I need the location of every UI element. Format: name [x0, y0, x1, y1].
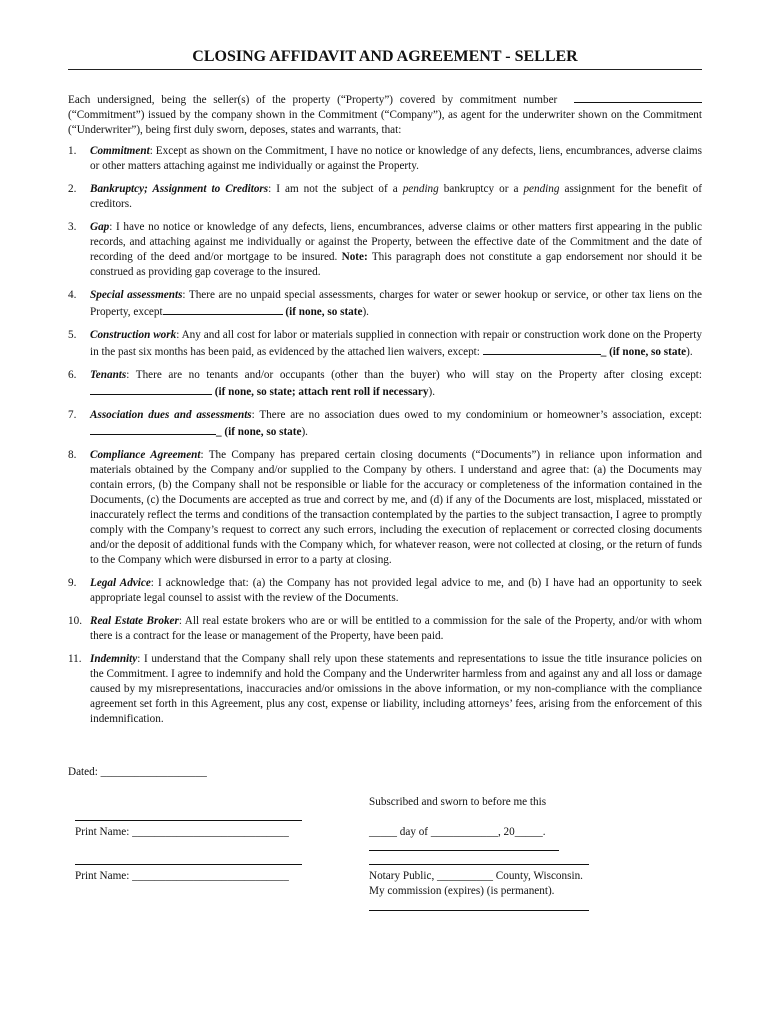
intro-text-2: (“Commitment”) issued by the company shown in the Commitment (“Company”), as agent for the underwriter shown on the Commitment (“Underwriter”), being first duly sworn, deposes, states and warrants, that: — [68, 109, 702, 136]
clause-end: ). — [686, 346, 693, 358]
commission-expiry-line[interactable] — [369, 910, 589, 911]
clause-text: : Any and all cost for labor or materials supplied in connection with repair or construction work done on the Property in the past six months has been paid, as evidenced by the attached lien waivers, except: — [90, 329, 702, 358]
dated-field[interactable]: Dated: ___________________ — [68, 766, 207, 778]
clause-text: : There are no tenants and/or occupants (other than the buyer) who will stay on the Property after closing except: — [126, 369, 702, 381]
clause-text: : There are no association dues owed to my condominium or homeowner’s association, except: — [251, 409, 702, 421]
clause-text: This paragraph does not constitute a gap endorsement nor should it be construed as providing gap coverage to the insured. — [90, 251, 702, 278]
clause-text: : All real estate brokers who are or will be entitled to a commission for the sale of the Property, and/or with whom there is a contract for the lease or management of the Property, have been paid. — [90, 615, 702, 642]
clause-number: 10. — [68, 615, 82, 627]
clause-1 — [68, 144, 702, 174]
clause-end: ). — [301, 426, 308, 438]
clause-heading: Tenants — [90, 369, 127, 381]
clause-heading: Association dues and assessments — [90, 409, 252, 421]
clause-7 — [68, 408, 702, 440]
clause-number: 2. — [68, 183, 77, 195]
numbered-clauses — [68, 144, 702, 735]
clause-number: 7. — [68, 409, 77, 421]
notary-public-county[interactable]: Notary Public, __________ County, Wisconsin. — [369, 870, 583, 882]
clause-heading: Real Estate Broker — [90, 615, 179, 627]
clause-number: 8. — [68, 449, 77, 461]
clause-instruction: _ (if none, so state — [216, 426, 302, 438]
clause-text: assignment for the benefit of creditors. — [90, 183, 702, 210]
notary-commission: My commission (expires) (is permanent). — [369, 885, 555, 897]
clause-emphasis: pending — [523, 183, 560, 195]
clause-number: 1. — [68, 145, 77, 157]
note-label: Note: — [341, 251, 368, 263]
subscribed-statement: Subscribed and sworn to before me this — [369, 796, 547, 808]
clause-number: 6. — [68, 369, 77, 381]
clause-2 — [68, 182, 702, 212]
print-name-field-1[interactable]: Print Name: ____________________________ — [75, 826, 289, 838]
notary-signature-line[interactable] — [369, 850, 559, 851]
clause-10 — [68, 614, 702, 644]
clause-end: ). — [362, 306, 369, 318]
construction-work-blank[interactable] — [483, 343, 601, 355]
clause-emphasis: pending — [402, 183, 439, 195]
clause-heading: Bankruptcy; Assignment to Creditors — [90, 183, 269, 195]
clause-4 — [68, 288, 702, 320]
clause-text: : I have no notice or knowledge of any defects, liens, encumbrances, adverse claims or other matters first appearing in the public records, and attaching against me individually or against the Property, between the effective date of the Commitment and the date of recording of the deed and/or mortgage to be insured. — [90, 221, 702, 263]
clause-number: 9. — [68, 577, 77, 589]
intro-text-1: Each undersigned, being the seller(s) of the property (“Property”) covered by commitment number — [68, 94, 558, 106]
clause-5 — [68, 328, 702, 360]
clause-text: : I am not the subject of a — [268, 183, 403, 195]
clause-end: ). — [428, 386, 435, 398]
seller-signature-line-1[interactable] — [75, 820, 302, 821]
clause-3 — [68, 220, 702, 280]
commitment-number-blank[interactable] — [574, 91, 702, 103]
clause-text: : The Company has prepared certain closing documents (“Documents”) in reliance upon information and materials obtained by the Company and/or supplied to the Company by others. I understand and agree that: (a) the Documents may contain errors, (b) the Company shall not be responsible or liable for the accuracy or completeness of the information contained in the Documents, (c) the Documents are accepted as true and correct by me, and (d) if any of the Documents are lost, misplaced, misstated or inaccurately reflect the terms and conditions of the transaction contemplated by the parties to the subject transaction, I agree to promptly comply with the Company’s request to correct any such errors, including the execution of replacement or corrected closing documents and/or the deposit of additional funds with the Company which, for whatever reason, were not collected at closing, or the return of funds to the Company which were disbursed in error to a party at closing. — [90, 449, 702, 566]
clause-text: : There are no unpaid special assessments, charges for water or sewer hookup or service, or other tax liens on the Property, except — [90, 289, 702, 318]
clause-heading: Commitment — [90, 145, 150, 157]
clause-heading: Special assessments — [90, 289, 183, 301]
clause-heading: Compliance Agreement — [90, 449, 201, 461]
clause-instruction: (if none, so state — [282, 306, 363, 318]
clause-number: 5. — [68, 329, 77, 341]
association-dues-blank[interactable] — [90, 423, 216, 435]
clause-number: 3. — [68, 221, 77, 233]
clause-instruction: (if none, so state; attach rent roll if necessary — [212, 386, 429, 398]
print-name-field-2[interactable]: Print Name: ____________________________ — [75, 870, 289, 882]
clause-9 — [68, 576, 702, 606]
clause-number: 11. — [68, 653, 82, 665]
special-assessments-blank[interactable] — [163, 303, 283, 315]
clause-text: : I acknowledge that: (a) the Company has not provided legal advice to me, and (b) I have had an opportunity to seek appropriate legal counsel to assist with the review of the Documents. — [90, 577, 702, 604]
seller-signature-line-2[interactable] — [75, 864, 302, 865]
intro-paragraph — [68, 91, 702, 138]
tenants-blank[interactable] — [90, 383, 212, 395]
clause-instruction: _ (if none, so state — [600, 346, 687, 358]
notary-day-field[interactable]: _____ day of ____________, 20_____. — [369, 826, 546, 838]
clause-8 — [68, 448, 702, 568]
clause-text: : I understand that the Company shall rely upon these statements and representations to issue the title insurance policies on the Commitment. I agree to indemnify and hold the Company and the Underwriter harmless from and against any and all loss or damage caused by my misrepresentations, inaccuracies and/or omissions in the above information, or my non-compliance with the compliance agreement set forth in this Agreement, plus any cost, expense or liability, including attorneys’ fees, arising from the enforcement of this indemnification. — [90, 653, 702, 725]
document-title: CLOSING AFFIDAVIT AND AGREEMENT - SELLER — [68, 47, 702, 70]
clause-6 — [68, 368, 702, 400]
clause-heading: Gap — [90, 221, 110, 233]
clause-heading: Indemnity — [90, 653, 138, 665]
clause-text: bankruptcy or a — [438, 183, 524, 195]
clause-11 — [68, 652, 702, 727]
clause-text: : Except as shown on the Commitment, I have no notice or knowledge of any defects, liens, encumbrances, adverse claims or other matters attaching against me individually or against the Property. — [90, 145, 702, 172]
clause-heading: Construction work — [90, 329, 177, 341]
clause-number: 4. — [68, 289, 77, 301]
notary-name-line[interactable] — [369, 864, 589, 865]
clause-heading: Legal Advice — [90, 577, 151, 589]
